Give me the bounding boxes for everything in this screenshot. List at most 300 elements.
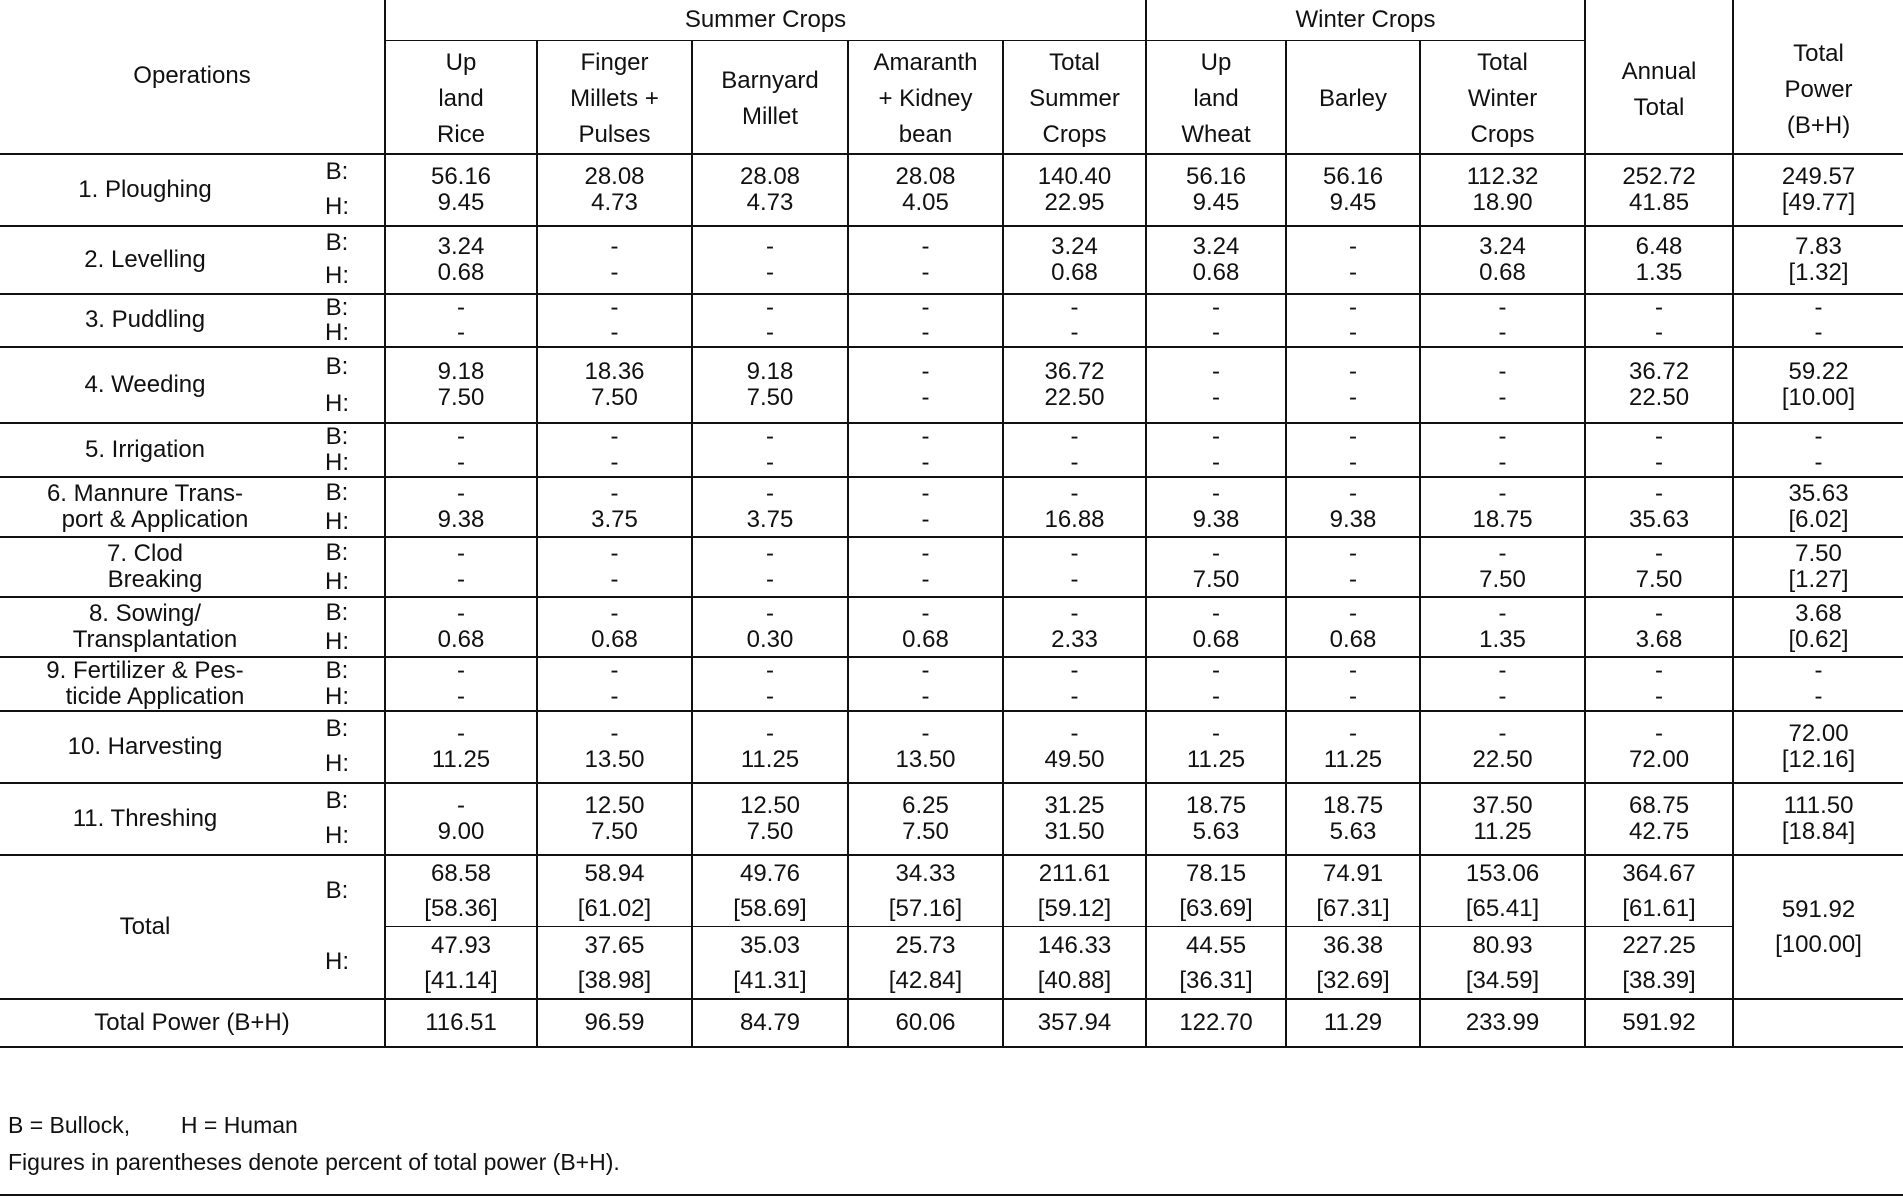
human-value: 7.50 <box>692 385 848 423</box>
human-value: 22.50 <box>1003 385 1146 423</box>
total-power-value: 111.50 <box>1733 783 1903 819</box>
column-header-line: Up <box>1200 48 1232 76</box>
column-header-line: bean <box>898 120 953 148</box>
bullock-value: - <box>385 423 537 450</box>
bullock-value: - <box>385 477 537 507</box>
bullock-value: - <box>1420 477 1585 507</box>
bullock-value: 36.72 <box>1003 347 1146 385</box>
total-power-row-value: 11.29 <box>1286 999 1420 1047</box>
column-header-line: Total <box>1049 48 1100 76</box>
human-value: - <box>1286 684 1420 711</box>
human-value: 3.68 <box>1585 627 1733 657</box>
total-power-row-value: 591.92 <box>1585 999 1733 1047</box>
column-header-line: Wheat <box>1181 120 1251 148</box>
human-value: - <box>848 684 1003 711</box>
total-power-percent: - <box>1733 320 1903 347</box>
total-power-percent: - <box>1733 684 1903 711</box>
human-value: 0.30 <box>692 627 848 657</box>
human-value: 4.73 <box>537 190 692 226</box>
total-bullock-value <box>848 855 1003 927</box>
bullock-label: B: <box>325 598 349 626</box>
bullock-value: - <box>537 423 692 450</box>
human-value: 11.25 <box>385 747 537 783</box>
bullock-value: - <box>1146 423 1286 450</box>
bullock-value: - <box>1286 347 1420 385</box>
human-value: 22.50 <box>1585 385 1733 423</box>
bullock-value: - <box>692 477 848 507</box>
human-value: 9.00 <box>385 819 537 855</box>
total-human-line: 36.38 <box>1322 931 1384 959</box>
column-header-line: Pulses <box>578 120 651 148</box>
bullock-value: 9.18 <box>692 347 848 385</box>
human-value: - <box>1585 320 1733 347</box>
bullock-value: - <box>1420 347 1585 385</box>
bullock-value: 3.24 <box>1420 226 1585 260</box>
bottom-rule <box>0 1194 1903 1196</box>
operation-name <box>0 294 290 348</box>
total-power-row-value: 122.70 <box>1146 999 1286 1047</box>
bullock-value: 12.50 <box>537 783 692 819</box>
bullock-value: - <box>1286 294 1420 321</box>
total-power-percent: [1.27] <box>1733 567 1903 597</box>
bullock-value: - <box>385 597 537 627</box>
bullock-value: - <box>1420 711 1585 747</box>
column-header-line: Winter <box>1467 84 1538 112</box>
human-value: - <box>848 260 1003 294</box>
operation-row <box>0 423 1903 450</box>
human-value: - <box>692 320 848 347</box>
human-value: 13.50 <box>848 747 1003 783</box>
column-header <box>1003 40 1146 154</box>
total-human-line: [36.31] <box>1179 966 1253 994</box>
human-label: H: <box>290 747 385 783</box>
total-label: Total <box>0 855 290 999</box>
bullock-value: - <box>692 423 848 450</box>
human-value: 0.68 <box>537 627 692 657</box>
total-human-value <box>1585 927 1733 999</box>
operation-name-line: 5. Irrigation <box>84 436 206 464</box>
human-value: 31.50 <box>1003 819 1146 855</box>
human-value: - <box>385 320 537 347</box>
bullock-value: 28.08 <box>537 154 692 190</box>
bullock-value: 56.16 <box>385 154 537 190</box>
bullock-value: - <box>1585 423 1733 450</box>
human-value: - <box>537 684 692 711</box>
human-value: 1.35 <box>1420 627 1585 657</box>
total-human-line: 227.25 <box>1622 931 1696 959</box>
total-bullock-value <box>1585 855 1733 927</box>
operation-name-line: 7. Clod <box>106 540 184 568</box>
human-label: H: <box>290 684 385 711</box>
operation-name <box>0 347 290 423</box>
total-human-line: 44.55 <box>1185 931 1247 959</box>
total-bullock-line: [58.36] <box>424 895 498 923</box>
total-bullock-line: 153.06 <box>1465 860 1540 888</box>
bullock-label: B: <box>325 478 349 506</box>
human-value: - <box>1286 450 1420 477</box>
bullock-value: - <box>848 226 1003 260</box>
bullock-value: - <box>1146 597 1286 627</box>
total-bullock-value <box>1003 855 1146 927</box>
total-human-line: [34.59] <box>1465 966 1540 994</box>
human-value: 3.75 <box>537 507 692 537</box>
column-header-line: Up <box>445 48 477 76</box>
human-value: - <box>537 450 692 477</box>
operation-row <box>0 226 1903 260</box>
human-value: 11.25 <box>1146 747 1286 783</box>
column-header <box>1286 40 1420 154</box>
human-value: - <box>1286 320 1420 347</box>
column-header-line: land <box>438 84 484 112</box>
total-power-row-value: 96.59 <box>537 999 692 1047</box>
total-bullock-line: 211.61 <box>1038 860 1111 888</box>
total-power-value: - <box>1733 657 1903 684</box>
human-value: - <box>1146 450 1286 477</box>
column-header <box>848 40 1003 154</box>
human-value: 7.50 <box>385 385 537 423</box>
human-value: 9.38 <box>1286 507 1420 537</box>
total-power-row <box>0 999 1903 1047</box>
bullock-value: - <box>1585 477 1733 507</box>
grand-total-line: 591.92 <box>1781 895 1856 923</box>
bullock-value: 9.18 <box>385 347 537 385</box>
bullock-value: - <box>1146 657 1286 684</box>
total-bullock-line: 364.67 <box>1622 860 1696 888</box>
total-bullock-line: 78.15 <box>1185 860 1247 888</box>
human-value: 7.50 <box>1585 567 1733 597</box>
human-value: 7.50 <box>1146 567 1286 597</box>
human-value: 22.50 <box>1420 747 1585 783</box>
total-power-value: - <box>1733 294 1903 321</box>
column-header-line: Crops <box>1042 120 1107 148</box>
operation-row <box>0 597 1903 627</box>
column-header-line: land <box>1193 84 1239 112</box>
total-power-percent: - <box>1733 450 1903 477</box>
human-value: 49.50 <box>1003 747 1146 783</box>
bullock-value: - <box>848 294 1003 321</box>
total-human-line: 35.03 <box>739 931 801 959</box>
human-value: - <box>848 567 1003 597</box>
human-value: 5.63 <box>1286 819 1420 855</box>
human-value: - <box>692 684 848 711</box>
operation-name-line: 2. Levelling <box>84 245 206 273</box>
human-value: - <box>1420 385 1585 423</box>
human-value: - <box>1420 450 1585 477</box>
human-value: 4.05 <box>848 190 1003 226</box>
human-value: 0.68 <box>385 260 537 294</box>
human-value: 7.50 <box>537 819 692 855</box>
bullock-value: - <box>1286 537 1420 567</box>
total-human-line: 25.73 <box>895 931 956 959</box>
bullock-value: 6.25 <box>848 783 1003 819</box>
bullock-value: - <box>537 537 692 567</box>
column-header <box>692 40 848 154</box>
total-human-line: 47.93 <box>430 931 492 959</box>
total-power-percent: [18.84] <box>1733 819 1903 855</box>
bullock-value: - <box>537 294 692 321</box>
operation-row <box>0 347 1903 385</box>
human-label: H: <box>290 819 385 855</box>
human-value: 2.33 <box>1003 627 1146 657</box>
total-human-value <box>1420 927 1585 999</box>
total-human-line: [42.84] <box>888 966 963 994</box>
human-value: - <box>692 260 848 294</box>
bullock-value: - <box>848 657 1003 684</box>
operation-name <box>0 711 290 783</box>
bullock-value: - <box>1003 711 1146 747</box>
annual-total-header <box>1585 0 1733 154</box>
bullock-value: - <box>1420 294 1585 321</box>
human-value: - <box>1585 450 1733 477</box>
operation-name <box>0 154 290 226</box>
human-value: - <box>1146 320 1286 347</box>
human-value: 9.38 <box>1146 507 1286 537</box>
human-value: 0.68 <box>1286 627 1420 657</box>
human-value: 4.73 <box>692 190 848 226</box>
grand-total-power <box>1733 855 1903 999</box>
bullock-value: 12.50 <box>692 783 848 819</box>
human-value: 0.68 <box>1420 260 1585 294</box>
human-value: - <box>1003 450 1146 477</box>
bullock-value: - <box>848 423 1003 450</box>
total-human-value <box>1286 927 1420 999</box>
bullock-value: 6.48 <box>1585 226 1733 260</box>
total-power-percent: [6.02] <box>1733 507 1903 537</box>
human-value: 9.38 <box>385 507 537 537</box>
bullock-value: 18.75 <box>1146 783 1286 819</box>
human-value: 11.25 <box>1420 819 1585 855</box>
bullock-value: 36.72 <box>1585 347 1733 385</box>
total-power-percent: [49.77] <box>1733 190 1903 226</box>
bullock-value: - <box>1146 711 1286 747</box>
total-power-value: 3.68 <box>1733 597 1903 627</box>
human-value: - <box>848 385 1003 423</box>
human-value: 11.25 <box>692 747 848 783</box>
total-bullock-line: [63.69] <box>1179 895 1253 923</box>
human-value: 7.50 <box>537 385 692 423</box>
human-value: 3.75 <box>692 507 848 537</box>
human-label: H: <box>290 567 385 597</box>
bullock-label: B: <box>325 715 349 743</box>
human-value: - <box>1420 684 1585 711</box>
human-value: - <box>537 260 692 294</box>
total-power-row-value: 60.06 <box>848 999 1003 1047</box>
bullock-value: - <box>385 294 537 321</box>
total-power-row-value: 357.94 <box>1003 999 1146 1047</box>
column-header-line: Millets + <box>570 84 659 112</box>
bullock-value: 68.75 <box>1585 783 1733 819</box>
total-human-value <box>385 927 537 999</box>
bullock-value: - <box>1585 597 1733 627</box>
bullock-value: - <box>1420 423 1585 450</box>
legend-line <box>8 1112 298 1139</box>
human-value: - <box>848 450 1003 477</box>
operation-name <box>0 226 290 294</box>
bullock-value: - <box>1286 597 1420 627</box>
bullock-value: 112.32 <box>1420 154 1585 190</box>
total-bullock-line: [67.31] <box>1316 895 1390 923</box>
total-human-value <box>692 927 848 999</box>
column-header-line: Rice <box>436 120 485 148</box>
bullock-value: - <box>537 657 692 684</box>
total-human-value <box>848 927 1003 999</box>
human-value: 42.75 <box>1585 819 1733 855</box>
total-power-header-line: Total <box>1793 40 1844 68</box>
human-value: - <box>692 567 848 597</box>
bullock-value: - <box>385 537 537 567</box>
human-value: - <box>692 450 848 477</box>
bullock-value: - <box>692 537 848 567</box>
bullock-value: - <box>1146 537 1286 567</box>
bullock-label: B: <box>325 229 349 257</box>
bullock-value: - <box>385 783 537 819</box>
bullock-value: - <box>1585 711 1733 747</box>
bullock-value: - <box>1003 423 1146 450</box>
human-label: H: <box>290 385 385 423</box>
human-value: - <box>1003 567 1146 597</box>
operation-name-line: ticide Application <box>65 683 245 711</box>
bullock-value: 252.72 <box>1585 154 1733 190</box>
bullock-value: 18.36 <box>537 347 692 385</box>
bullock-value: 56.16 <box>1286 154 1420 190</box>
human-value: 0.68 <box>848 627 1003 657</box>
human-value: - <box>1286 385 1420 423</box>
bullock-value: - <box>537 711 692 747</box>
total-power-row-value: 116.51 <box>385 999 537 1047</box>
operation-row <box>0 477 1903 507</box>
human-value: - <box>1420 320 1585 347</box>
total-power-percent: [12.16] <box>1733 747 1903 783</box>
winter-crops-header: Winter Crops <box>1146 0 1585 40</box>
column-header-line: Barley <box>1319 84 1388 112</box>
human-value: - <box>385 450 537 477</box>
operation-row <box>0 154 1903 190</box>
human-value: 11.25 <box>1286 747 1420 783</box>
human-value: 0.68 <box>1146 260 1286 294</box>
bullock-value: 3.24 <box>1003 226 1146 260</box>
column-header <box>537 40 692 154</box>
total-bullock-value <box>1286 855 1420 927</box>
total-power-label: Total Power (B+H) <box>0 999 385 1047</box>
bullock-value: - <box>692 226 848 260</box>
human-value: - <box>537 567 692 597</box>
total-human-line: [32.69] <box>1316 966 1390 994</box>
bullock-label: B: <box>325 657 349 685</box>
total-human-line: [38.98] <box>577 966 652 994</box>
human-value: 16.88 <box>1003 507 1146 537</box>
human-value: 0.68 <box>1146 627 1286 657</box>
total-power-row-value: 84.79 <box>692 999 848 1047</box>
bullock-value: - <box>692 597 848 627</box>
column-header <box>1420 40 1585 154</box>
operation-name <box>0 423 290 477</box>
total-power-value: 7.83 <box>1733 226 1903 260</box>
operation-name <box>0 477 290 537</box>
bullock-value: - <box>1286 657 1420 684</box>
total-bullock-value <box>1146 855 1286 927</box>
bullock-value: - <box>848 347 1003 385</box>
human-value: 22.95 <box>1003 190 1146 226</box>
human-value: 7.50 <box>848 819 1003 855</box>
total-power-header-line: Power <box>1784 76 1853 104</box>
total-power-value: 7.50 <box>1733 537 1903 567</box>
bullock-value: - <box>537 477 692 507</box>
human-label: H: <box>290 450 385 477</box>
total-power-header-line: (B+H) <box>1786 112 1851 140</box>
column-header-line: Summer <box>1029 84 1120 112</box>
operation-name <box>0 597 290 657</box>
legend-human: H = Human <box>180 1112 298 1138</box>
total-human-line: [41.14] <box>424 966 498 994</box>
total-bullock-line: [61.61] <box>1622 895 1696 923</box>
operation-row <box>0 294 1903 321</box>
total-human-value <box>1146 927 1286 999</box>
bullock-value: - <box>1003 294 1146 321</box>
bullock-value: 31.25 <box>1003 783 1146 819</box>
total-human-line: [40.88] <box>1037 966 1112 994</box>
bullock-label: B: <box>325 787 349 815</box>
human-label: H: <box>290 507 385 537</box>
operation-row <box>0 783 1903 819</box>
total-human-value <box>1003 927 1146 999</box>
column-header-line: Finger <box>580 48 649 76</box>
bullock-value: - <box>1286 711 1420 747</box>
bullock-value: - <box>1146 347 1286 385</box>
bullock-value: - <box>1585 537 1733 567</box>
human-value: 72.00 <box>1585 747 1733 783</box>
human-value: - <box>385 567 537 597</box>
total-bullock-value <box>385 855 537 927</box>
bullock-value: 3.24 <box>1146 226 1286 260</box>
total-bullock-line: [57.16] <box>888 895 963 923</box>
operation-name-line: Transplantation <box>72 626 238 654</box>
column-header <box>1146 40 1286 154</box>
bullock-value: - <box>692 294 848 321</box>
operations-header: Operations <box>0 0 385 154</box>
bullock-value: - <box>537 597 692 627</box>
bullock-value: 28.08 <box>692 154 848 190</box>
human-value: - <box>1286 260 1420 294</box>
bullock-value: - <box>692 711 848 747</box>
total-bullock-value <box>1420 855 1585 927</box>
operation-name-line: Breaking <box>107 566 203 594</box>
operation-name-line: 4. Weeding <box>84 371 206 399</box>
bullock-value: 28.08 <box>848 154 1003 190</box>
bullock-value: - <box>848 711 1003 747</box>
total-power-header <box>1733 0 1903 154</box>
bullock-label: B: <box>325 352 349 380</box>
human-value: 7.50 <box>692 819 848 855</box>
total-human-line: 80.93 <box>1472 931 1533 959</box>
bullock-label: B: <box>325 158 349 186</box>
bullock-value: 3.24 <box>385 226 537 260</box>
bullock-value: - <box>1420 597 1585 627</box>
bullock-label: B: <box>325 423 349 451</box>
human-value: 41.85 <box>1585 190 1733 226</box>
column-header-line: Amaranth <box>873 48 978 76</box>
bullock-value: - <box>848 477 1003 507</box>
total-bullock-line: [65.41] <box>1465 895 1540 923</box>
total-power-value: 72.00 <box>1733 711 1903 747</box>
bullock-value: - <box>1146 477 1286 507</box>
operation-name-line: 11. Threshing <box>72 804 218 832</box>
parentheses-note: Figures in parentheses denote percent of total power (B+H). <box>8 1149 620 1175</box>
human-value: - <box>1003 684 1146 711</box>
operation-name-line: port & Application <box>61 506 249 534</box>
bullock-label: B: <box>325 877 349 905</box>
total-power-value: - <box>1733 423 1903 450</box>
human-value: - <box>1003 320 1146 347</box>
